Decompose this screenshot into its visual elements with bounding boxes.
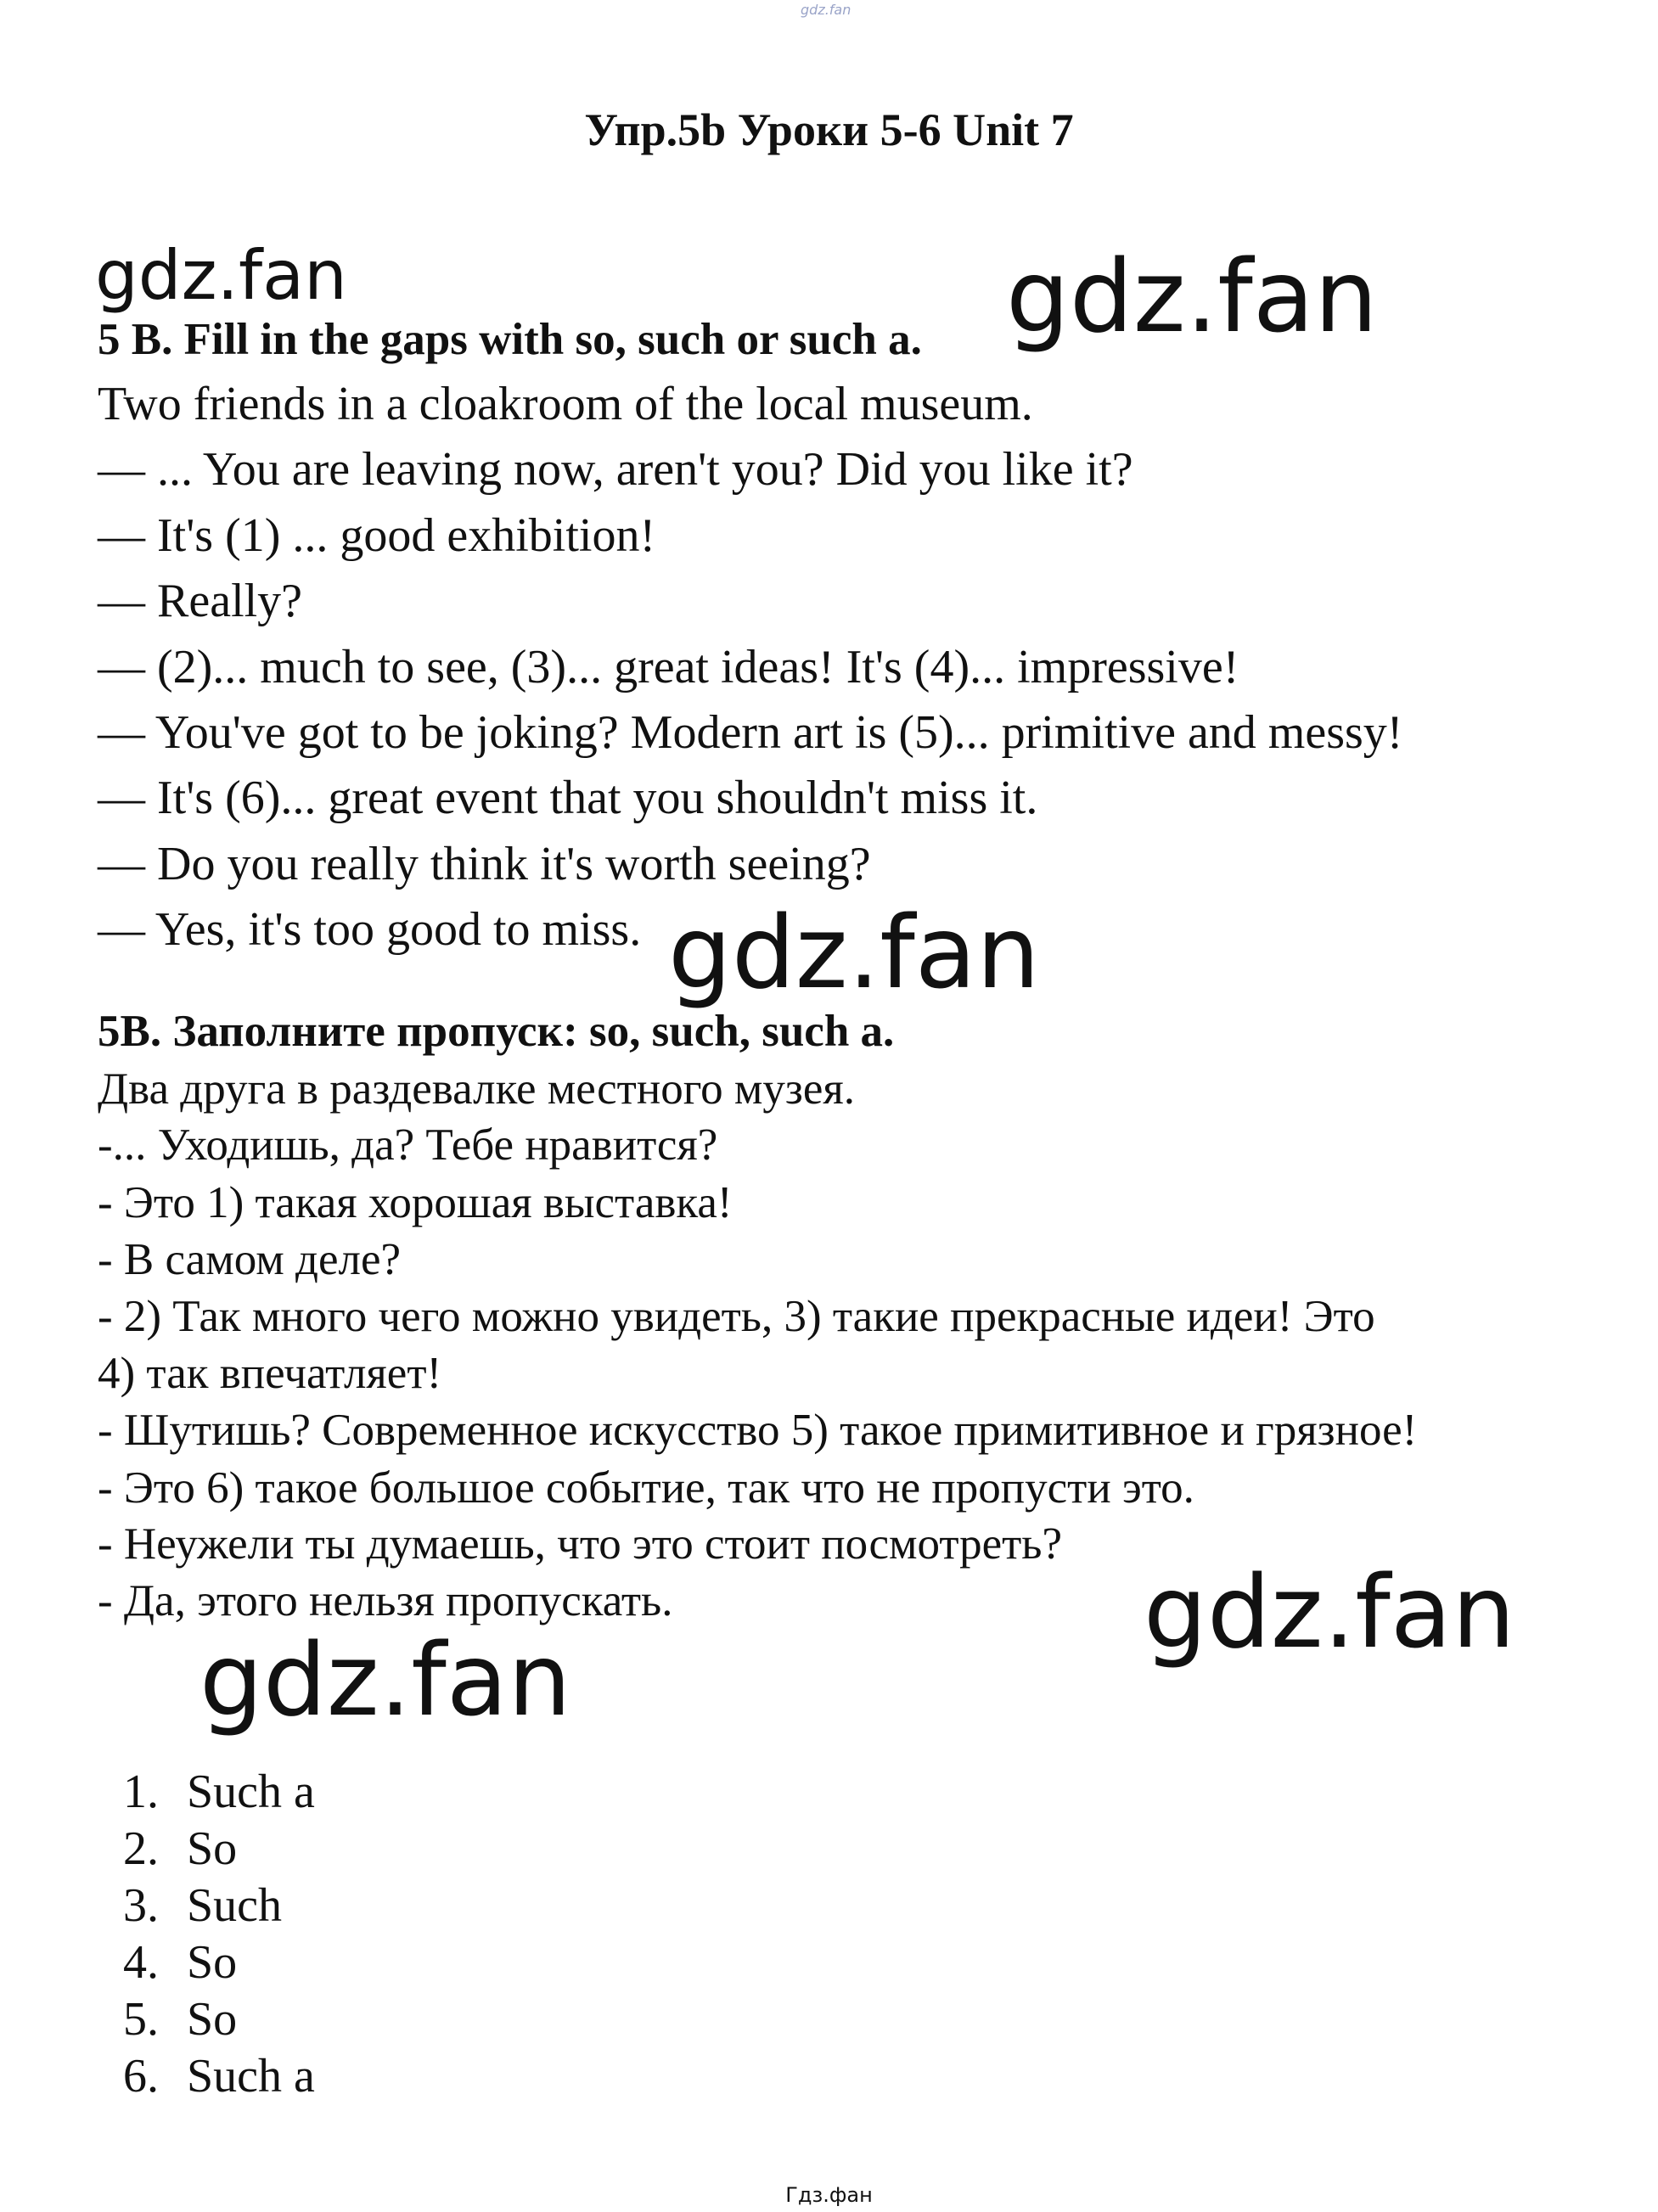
translation-line: -... Уходишь, да? Тебе нравится?: [98, 1120, 718, 1170]
translation-line: - В самом деле?: [98, 1235, 401, 1284]
answer-number: 5.: [123, 1993, 159, 2046]
answer-number: 2.: [123, 1822, 159, 1875]
answer-text: So: [187, 1936, 238, 1989]
translation-line: - Шутишь? Современное искусство 5) такое примитивное и грязное!: [98, 1406, 1418, 1455]
translation-line: - Неужели ты думаешь, что это стоит посмотреть?: [98, 1519, 1063, 1569]
answer-item: [123, 1878, 315, 1934]
russian-heading: 5B. Заполните пропуск: so, such, such a.: [98, 1007, 895, 1056]
russian-intro: Два друга в раздевалке местного музея.: [98, 1064, 855, 1114]
translation-line: - Это 1) такая хорошая выставка!: [98, 1178, 733, 1227]
dialogue-line: — ... You are leaving now, aren't you? Did you like it?: [98, 443, 1133, 496]
watermark: gdz.fan: [200, 1621, 571, 1738]
dialogue-line: — It's (6)... great event that you shouldn't miss it.: [98, 772, 1038, 824]
answer-number: 6.: [123, 2050, 159, 2103]
dialogue-line: — Yes, it's too good to miss.: [98, 903, 642, 956]
watermark: gdz.fan: [95, 236, 347, 315]
page-title: Упр.5b Уроки 5-6 Unit 7: [584, 104, 1074, 155]
dialogue-line: — Do you really think it's worth seeing?: [98, 838, 871, 890]
translation-line: - Да, этого нельзя пропускать.: [98, 1576, 673, 1625]
page-footer: Гдз.фан: [785, 2183, 873, 2207]
watermark: gdz.fan: [668, 894, 1040, 1011]
answer-text: So: [187, 1822, 238, 1875]
answer-item: [123, 1934, 315, 1991]
answer-item: [123, 1991, 315, 2048]
answer-number: 4.: [123, 1936, 159, 1989]
answer-number: 1.: [123, 1766, 159, 1818]
dialogue-line: — You've got to be joking? Modern art is (5)... primitive and messy!: [98, 706, 1403, 759]
dialogue-line: — Really?: [98, 575, 303, 627]
answer-text: So: [187, 1993, 238, 2046]
answer-item: [123, 1821, 315, 1878]
translation-line: - 2) Так много чего можно увидеть, 3) такие прекрасные идеи! Это: [98, 1292, 1375, 1341]
watermark: gdz.fan: [1006, 238, 1378, 355]
translation-line: - Это 6) такое большое событие, так что не пропусти это.: [98, 1463, 1194, 1513]
english-heading: 5 B. Fill in the gaps with so, such or such a.: [98, 315, 922, 364]
watermark: gdz.fan: [1144, 1553, 1515, 1670]
answer-item: [123, 2048, 315, 2105]
english-intro: Two friends in a cloakroom of the local museum.: [98, 378, 1033, 430]
answer-list: [123, 1764, 315, 2105]
answer-text: Such a: [187, 1766, 315, 1818]
dialogue-line: — It's (1) ... good exhibition!: [98, 509, 656, 562]
answer-number: 3.: [123, 1879, 159, 1932]
answer-text: Such: [187, 1879, 282, 1932]
dialogue-line: — (2)... much to see, (3)... great ideas! It's (4)... impressive!: [98, 641, 1239, 693]
answer-text: Such a: [187, 2050, 315, 2103]
answer-item: [123, 1764, 315, 1821]
translation-line: 4) так впечатляет!: [98, 1349, 442, 1398]
top-watermark: gdz.fan: [801, 2, 851, 18]
